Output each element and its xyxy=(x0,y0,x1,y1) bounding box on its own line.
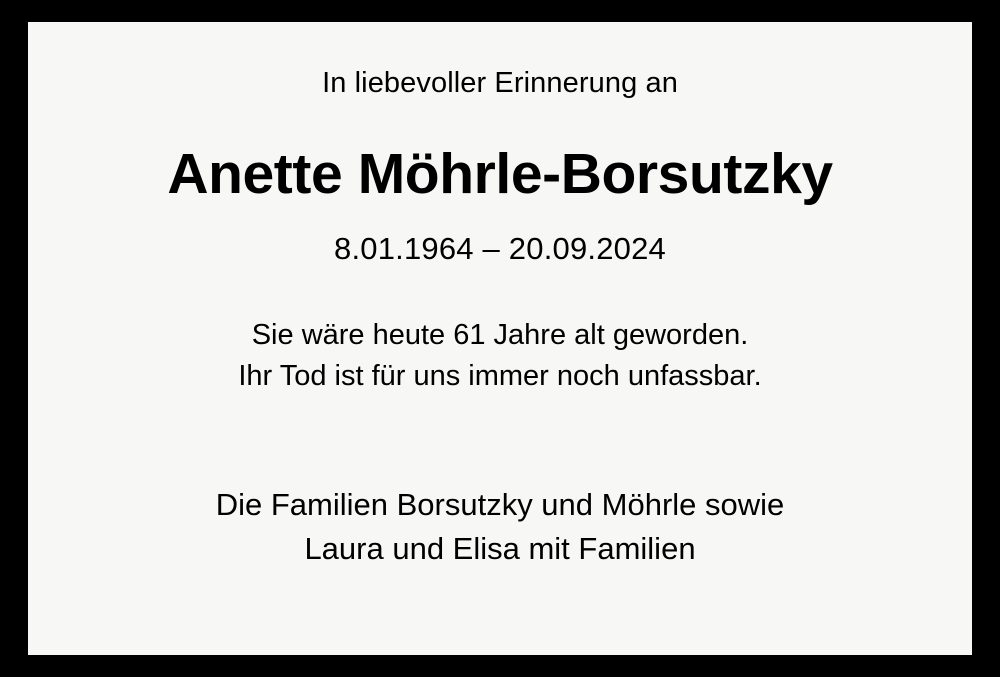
family-signature-line-2: Laura und Elisa mit Familien xyxy=(304,531,696,566)
life-dates: 8.01.1964 – 20.09.2024 xyxy=(334,230,666,266)
memorial-message-line-2: Ihr Tod ist für uns immer noch unfassbar. xyxy=(238,359,762,392)
memorial-message xyxy=(52,315,948,397)
intro-line: In liebevoller Erinnerung an xyxy=(322,67,678,99)
obituary-inner-panel xyxy=(28,22,972,655)
family-signature xyxy=(52,483,948,571)
deceased-name: Anette Möhrle-Borsutzky xyxy=(167,141,833,206)
memorial-message-line-1: Sie wäre heute 61 Jahre alt geworden. xyxy=(251,318,749,351)
family-signature-line-1: Die Familien Borsutzky und Möhrle sowie xyxy=(215,486,785,522)
